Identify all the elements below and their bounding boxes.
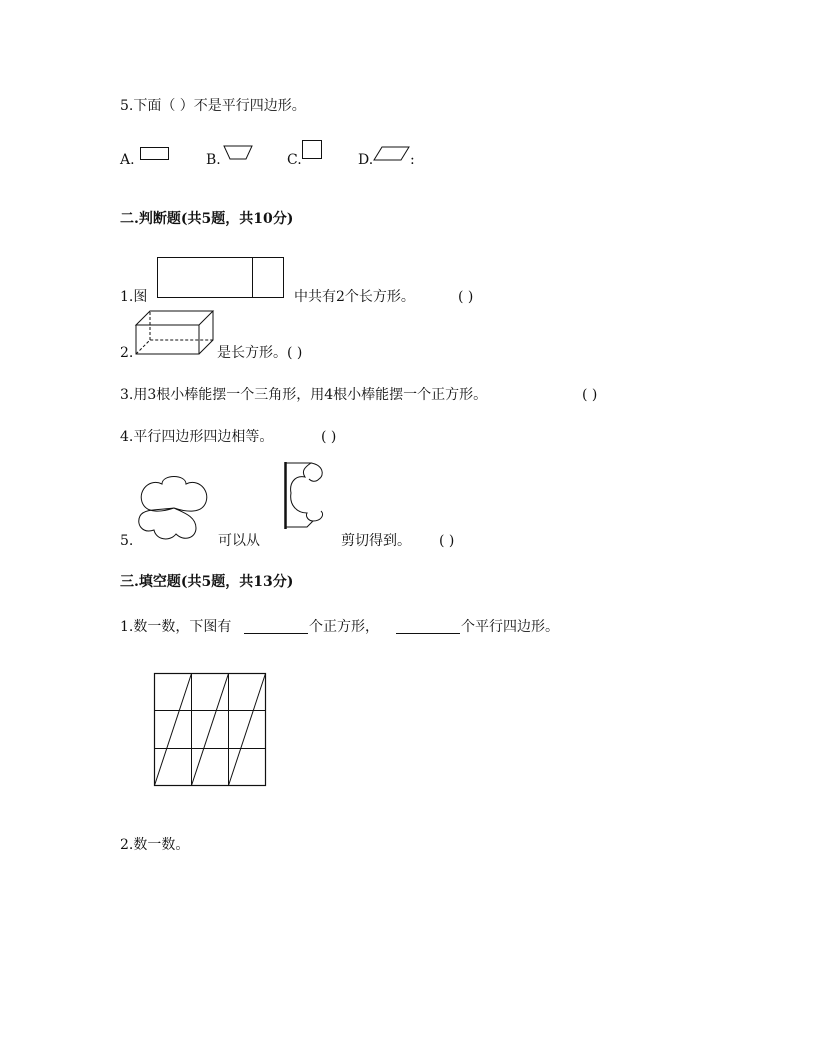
option-d-suffix: :	[410, 152, 415, 168]
clover-shape-figure	[134, 472, 214, 542]
section-3-title: 三.填空题(共5题，共13分)	[120, 574, 294, 590]
rectangle-shape-icon	[140, 147, 170, 161]
fill-1-text-c: 个平行四边形。	[461, 619, 559, 635]
judge-1-text: 中共有2个长方形。	[294, 289, 415, 305]
judge-1-answer-paren: ( )	[458, 289, 474, 305]
option-d-label: D.	[358, 152, 374, 168]
fill-2-text: 2.数一数。	[120, 837, 190, 853]
cuboid-figure	[135, 309, 217, 357]
section-2-title: 二.判断题(共5题，共10分)	[120, 211, 294, 227]
question-5-text: 5.下面（ ）不是平行四边形。	[120, 98, 306, 114]
fill-1-text-a: 1.数一数，下图有	[120, 619, 232, 635]
judge-5-answer-paren: ( )	[439, 533, 455, 549]
judge-2-text: 是长方形。( )	[217, 345, 303, 361]
two-rectangles-figure	[157, 257, 287, 299]
folded-paper-cut-figure	[281, 461, 331, 531]
judge-3-text: 3.用3根小棒能摆一个三角形，用4根小棒能摆一个正方形。	[120, 387, 488, 403]
trapezoid-shape-icon	[223, 145, 253, 161]
option-b-label: B.	[206, 152, 221, 168]
fill-1-blank-parallelograms[interactable]	[396, 618, 460, 634]
square-shape-icon	[302, 140, 324, 160]
judge-4-text: 4.平行四边形四边相等。	[120, 429, 274, 445]
judge-5-mid-text: 可以从	[218, 533, 260, 549]
fill-1-blank-squares[interactable]	[244, 618, 308, 634]
judge-1-prefix: 1.图	[120, 289, 148, 305]
judge-3-answer-paren: ( )	[582, 387, 598, 403]
fill-1-text-b: 个正方形，	[309, 619, 379, 635]
judge-2-prefix: 2.	[120, 345, 134, 361]
parallelogram-shape-icon	[374, 146, 410, 162]
option-a-label: A.	[120, 152, 135, 168]
option-c-label: C.	[287, 152, 302, 168]
judge-5-end-text: 剪切得到。	[341, 533, 411, 549]
grid-parallelogram-figure	[154, 672, 268, 788]
judge-4-answer-paren: ( )	[321, 429, 337, 445]
judge-5-prefix: 5.	[120, 533, 134, 549]
